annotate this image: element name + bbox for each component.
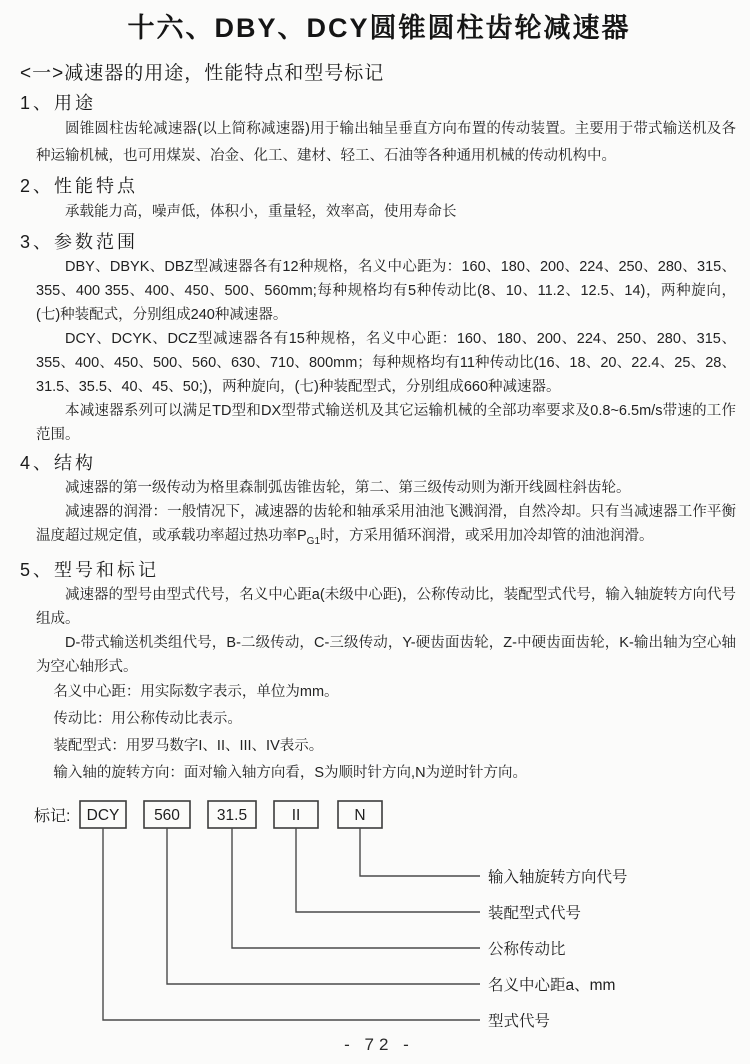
designation-prefix-label: 标记: — [34, 807, 71, 825]
page-number: - 72 - — [344, 1034, 414, 1054]
callout-center-distance: 名义中心距a、mm — [488, 976, 616, 994]
designation-value-assembly: II — [291, 806, 301, 824]
parameters-paragraph-scope: 本减速器系列可以满足TD型和DX型带式输送机及其它运输机械的全部功率要求及0.8~6.5m/s带速的工作范围。 — [36, 403, 736, 443]
lubrication-text-before: 减速器的润滑：一般情况下，减速器的齿轮和轴承采用油池飞溅润滑，自然冷却。只有当减速器工作平衡温度超过规定值，或承载功率超过热功率P — [36, 504, 736, 544]
designation-value-rotation: N — [354, 806, 366, 824]
lubrication-text-after: 时，方采用循环润滑，或采用加冷却管的油池润滑。 — [320, 528, 654, 544]
leader-line-center-distance — [167, 828, 480, 984]
leader-line-rotation — [360, 828, 480, 876]
model-paragraph-composition: 减速器的型号由型式代号，名义中心距a(未级中心距)，公称传动比，装配型式代号，输入轴旋转方向代号组成。 — [36, 586, 736, 627]
usage-paragraph: 圆锥圆柱齿轮减速器(以上简称减速器)用于输出轴呈垂直方向布置的传动装置。主要用于带式输送机及各种运输机械，也可用煤炭、冶金、化工、建材、轻工、石油等各种通用机械的传动机构中。 — [36, 121, 736, 164]
parameters-paragraph-dby: DBY、DBYK、DBZ型减速器各有12种规格，名义中心距为：160、180、200、224、250、280、315、355、400 355、400、450、500、560mm;每种规格均有5种传动比(8、10、11.2、12.5、14)，两种旋向，(七)种装配式，分别组成240种减速器。 — [36, 259, 736, 323]
designation-value-center-distance: 560 — [154, 806, 180, 824]
designation-value-ratio: 31.5 — [216, 806, 248, 824]
section-heading-structure: 4、结构 — [20, 453, 97, 473]
page-title: 十六、DBY、DCY圆锥圆柱齿轮减速器 — [127, 13, 631, 43]
callout-type-code: 型式代号 — [488, 1012, 551, 1030]
leader-line-type — [103, 828, 480, 1020]
section-heading-model: 5、型号和标记 — [20, 559, 160, 580]
designation-value-type: DCY — [86, 806, 120, 824]
callout-rotation-direction: 输入轴旋转方向代号 — [488, 868, 628, 886]
parameters-paragraph-dcy: DCY、DCYK、DCZ型减速器各有15种规格，名义中心距：160、180、200、224、250、280、315、355、400、450、500、560、630、710、800mm；每种规格均有11种传动比(16、18、20、22.4、25、28、31.5、35.5、40、45、50;)，两种旋向，(七)种装配型式，分别组成660种减速器。 — [36, 331, 736, 395]
intro-heading: <一>减速器的用途，性能特点和型号标记 — [20, 63, 385, 84]
leader-line-assembly — [296, 828, 480, 912]
section-heading-usage: 1、用途 — [20, 93, 97, 113]
section-heading-features: 2、性能特点 — [20, 176, 139, 196]
thermal-power-subscript: G1 — [306, 535, 321, 547]
callout-nominal-ratio: 公称传动比 — [488, 940, 566, 958]
section-heading-parameters: 3、参数范围 — [20, 232, 139, 252]
model-item-rotation: 输入轴的旋转方向：面对输入轴方向看，S为顺时针方向,N为逆时针方向。 — [53, 764, 528, 781]
callout-assembly-type: 装配型式代号 — [488, 904, 582, 922]
structure-paragraph-lubrication — [36, 500, 736, 554]
model-designation-diagram — [0, 791, 750, 1033]
designation-diagram-svg — [0, 791, 750, 1033]
model-item-assembly: 装配型式：用罗马数字I、II、III、IV表示。 — [53, 737, 324, 754]
model-paragraph-codes: D-带式输送机类组代号，B-二级传动，C-三级传动，Y-硬齿面齿轮，Z-中硬齿面齿轮，K-输出轴为空心轴为空心轴形式。 — [36, 634, 736, 675]
leader-line-ratio — [232, 828, 480, 948]
model-item-ratio: 传动比：用公称传动比表示。 — [53, 710, 242, 727]
features-paragraph: 承载能力高，噪声低，体积小，重量轻，效率高，使用寿命长 — [65, 204, 457, 220]
model-item-center-distance: 名义中心距：用实际数字表示，单位为mm。 — [53, 683, 339, 700]
structure-paragraph-gears: 减速器的第一级传动为格里森制弧齿锥齿轮，第二、第三级传动则为渐开线圆柱斜齿轮。 — [65, 480, 631, 496]
